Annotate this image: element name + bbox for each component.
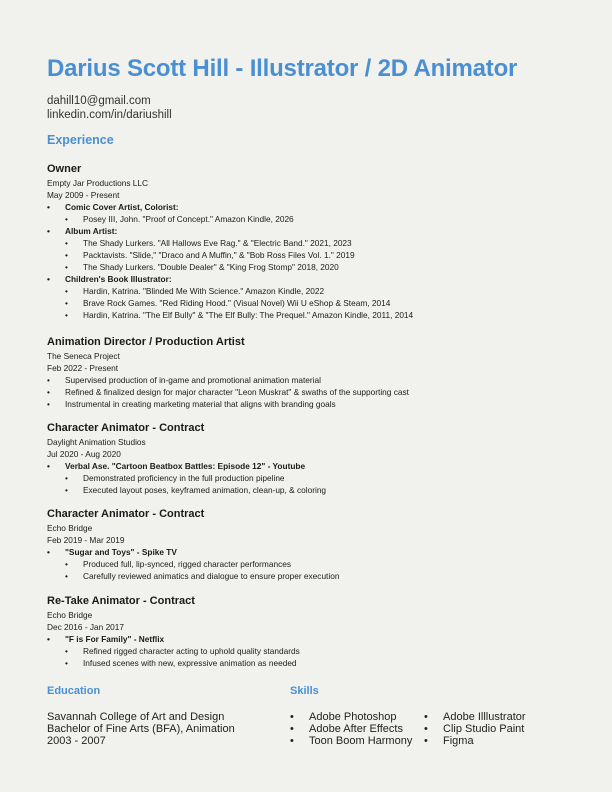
bullet-icon: • <box>47 547 50 557</box>
education-block <box>47 711 235 747</box>
job-animation-director <box>47 335 587 410</box>
bullet-icon: • <box>65 238 68 248</box>
job-company: Empty Jar Productions LLC <box>47 178 148 188</box>
job-owner <box>47 162 587 321</box>
list-item: • Children's Book Illustrator: <box>47 274 172 284</box>
job-title: Re-Take Animator - Contract <box>47 595 195 607</box>
bullet-icon: • <box>47 375 50 385</box>
education-years: 2003 - 2007 <box>47 735 106 747</box>
linkedin-link[interactable]: linkedin.com/in/dariushill <box>47 109 172 121</box>
list-item: • Adobe After Effects <box>290 723 403 735</box>
job-daylight <box>47 421 587 496</box>
job-company: Echo Bridge <box>47 610 93 620</box>
job-dates: Feb 2019 - Mar 2019 <box>47 535 125 545</box>
list-item: • Figma <box>424 735 474 747</box>
bullet-icon: • <box>65 485 68 495</box>
bullet-icon: • <box>47 387 50 397</box>
list-item: • "Sugar and Toys" - Spike TV <box>47 547 177 557</box>
bullet-icon: • <box>65 250 68 260</box>
list-item: • Executed layout poses, keyframed animation, clean-up, & coloring <box>65 485 327 495</box>
bullet-icon: • <box>47 274 50 284</box>
list-item: • Infused scenes with new, expressive animation as needed <box>65 658 297 668</box>
list-item: • Clip Studio Paint <box>424 723 525 735</box>
list-item: • Toon Boom Harmony <box>290 735 413 747</box>
bullet-icon: • <box>65 262 68 272</box>
list-item: • Packtavists. "Slide," "Draco and A Muffin," & "Bob Ross Files Vol. 1." 2019 <box>65 250 355 260</box>
bullet-icon: • <box>65 214 68 224</box>
bullet-icon: • <box>65 571 68 581</box>
list-item: • Supervised production of in-game and promotional animation material <box>47 375 321 385</box>
job-title: Animation Director / Production Artist <box>47 336 245 348</box>
bullet-icon: • <box>290 723 294 735</box>
job-dates: Feb 2022 - Present <box>47 363 119 373</box>
list-item: • Refined rigged character acting to uphold quality standards <box>65 646 300 656</box>
list-item: • "F is For Family" - Netflix <box>47 634 165 644</box>
list-item: • Hardin, Katrina. "Blinded Me With Science." Amazon Kindle, 2022 <box>65 286 325 296</box>
bullet-icon: • <box>65 298 68 308</box>
education-heading: Education <box>47 685 101 697</box>
list-item: • Adobe Photoshop <box>290 711 397 723</box>
job-dates: Jul 2020 - Aug 2020 <box>47 449 121 459</box>
skills-column-1 <box>290 711 412 747</box>
job-company: Daylight Animation Studios <box>47 437 146 447</box>
degree: Bachelor of Fine Arts (BFA), Animation <box>47 723 235 735</box>
list-item: • Verbal Ase. "Cartoon Beatbox Battles: Episode 12" - Youtube <box>47 461 306 471</box>
bullet-icon: • <box>65 646 68 656</box>
job-title: Character Animator - Contract <box>47 422 205 434</box>
job-dates: May 2009 - Present <box>47 190 120 200</box>
bullet-icon: • <box>424 723 428 735</box>
list-item: • Adobe Illlustrator <box>424 711 526 723</box>
job-echo-bridge-sugar <box>47 507 587 582</box>
bullet-icon: • <box>65 658 68 668</box>
job-dates: Dec 2016 - Jan 2017 <box>47 622 125 632</box>
bullet-icon: • <box>47 202 50 212</box>
contact-block <box>47 94 172 122</box>
bullet-icon: • <box>65 310 68 320</box>
list-item: • The Shady Lurkers. "Double Dealer" & "King Frog Stomp" 2018, 2020 <box>65 262 339 272</box>
list-item: • Refined & finalized design for major character "Leon Muskrat" & swaths of the supporting cast <box>47 387 409 397</box>
job-echo-bridge-family <box>47 594 587 669</box>
list-item: • Brave Rock Games. "Red Riding Hood." (Visual Novel) Wii U eShop & Steam, 2014 <box>65 298 391 308</box>
bullet-icon: • <box>65 559 68 569</box>
list-item: • Comic Cover Artist, Colorist: <box>47 202 179 212</box>
list-item: • Carefully reviewed animatics and dialogue to ensure proper execution <box>65 571 340 581</box>
list-item: • The Shady Lurkers. "All Hallows Eve Rag." & "Electric Band." 2021, 2023 <box>65 238 352 248</box>
experience-heading: Experience <box>47 133 114 147</box>
list-item: • Album Artist: <box>47 226 118 236</box>
skills-column-2 <box>424 711 526 747</box>
skills-heading: Skills <box>290 685 319 697</box>
bullet-icon: • <box>47 634 50 644</box>
list-item: • Demonstrated proficiency in the full production pipeline <box>65 473 285 483</box>
list-item: • Posey III, John. "Proof of Concept." Amazon Kindle, 2026 <box>65 214 294 224</box>
list-item: • Produced full, lip-synced, rigged character performances <box>65 559 291 569</box>
bullet-icon: • <box>65 286 68 296</box>
bullet-icon: • <box>65 473 68 483</box>
email-link[interactable]: dahill10@gmail.com <box>47 95 151 107</box>
bullet-icon: • <box>47 399 50 409</box>
job-title: Owner <box>47 163 82 175</box>
bullet-icon: • <box>47 461 50 471</box>
bullet-icon: • <box>424 711 428 723</box>
job-company: Echo Bridge <box>47 523 93 533</box>
bullet-icon: • <box>47 226 50 236</box>
page-title: Darius Scott Hill - Illustrator / 2D Animator <box>47 55 518 82</box>
job-title: Character Animator - Contract <box>47 508 205 520</box>
list-item: • Hardin, Katrina. "The Elf Bully" & "The Elf Bully: The Prequel." Amazon Kindle, 2011, 2014 <box>65 310 414 320</box>
job-company: The Seneca Project <box>47 351 120 361</box>
list-item: • Instrumental in creating marketing material that aligns with branding goals <box>47 399 336 409</box>
bullet-icon: • <box>424 735 428 747</box>
bullet-icon: • <box>290 735 294 747</box>
bullet-icon: • <box>290 711 294 723</box>
school: Savannah College of Art and Design <box>47 711 225 723</box>
